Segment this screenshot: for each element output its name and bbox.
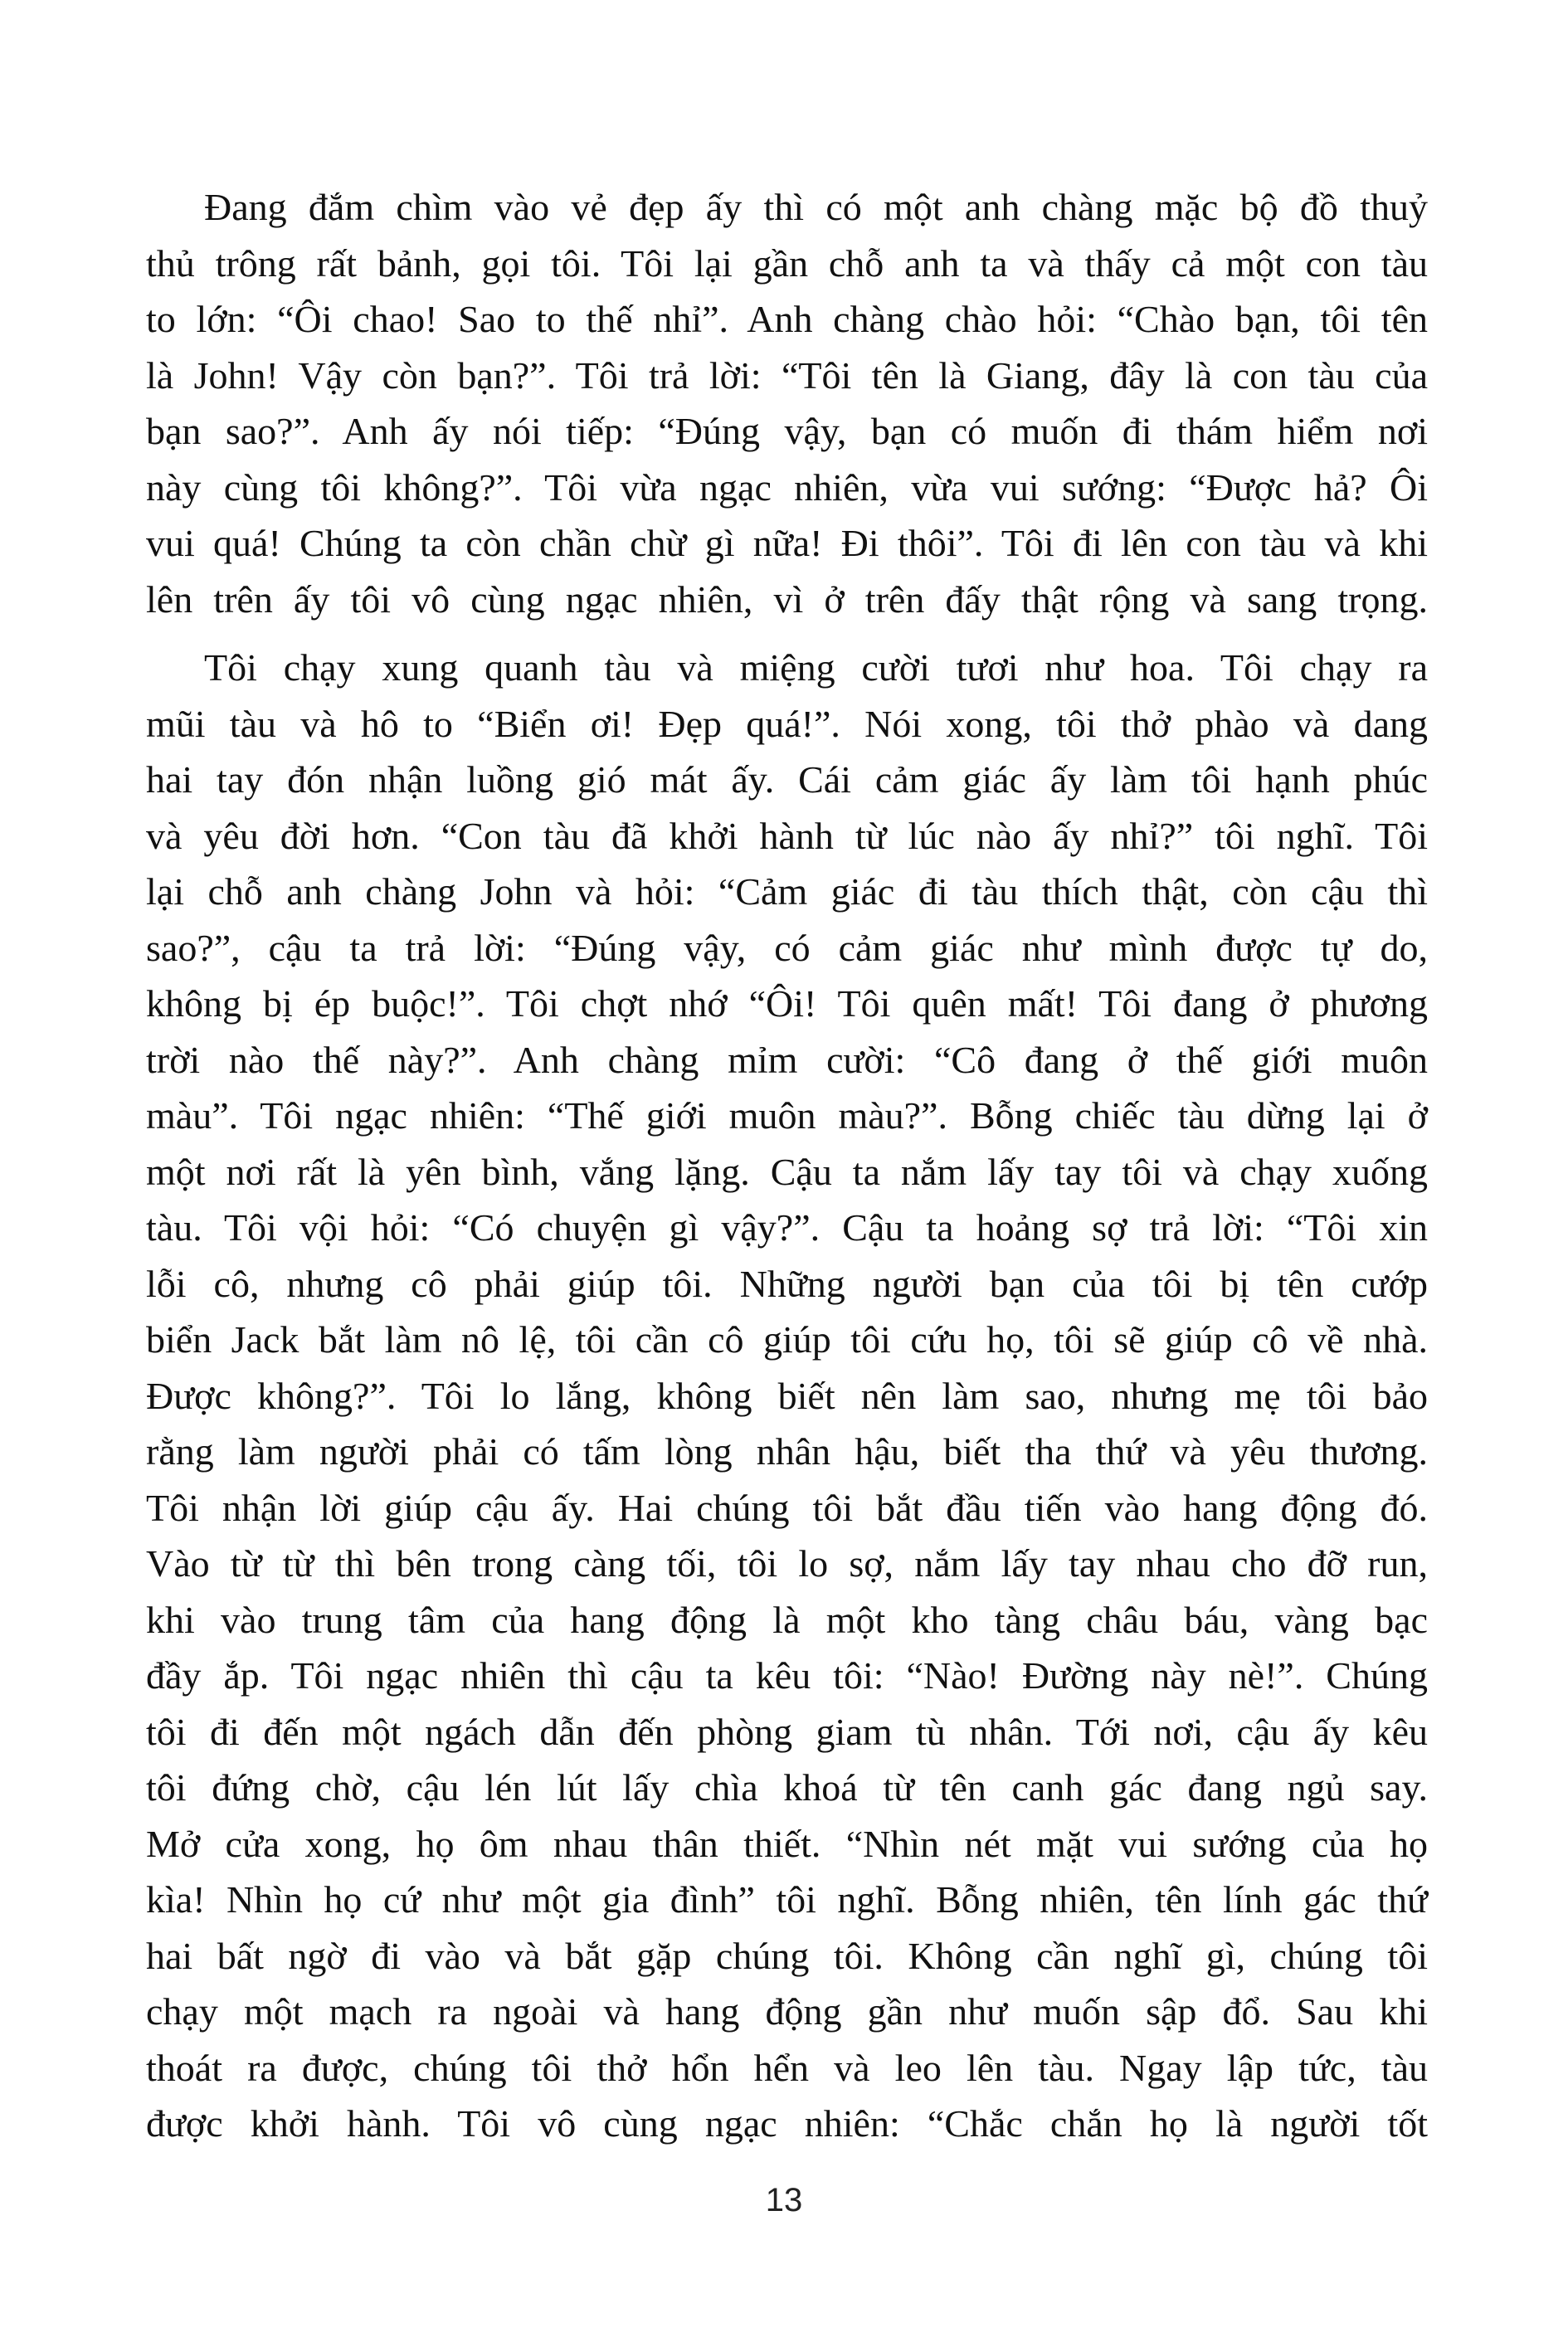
text-line: lên trên ấy tôi vô cùng ngạc nhiên, vì ở trên đấy thật rộng và sang trọng. <box>146 577 1428 621</box>
text-line: trời nào thế này?”. Anh chàng mỉm cười: “Cô đang ở thế giới muôn <box>146 1038 1428 1081</box>
text-line: rằng làm người phải có tấm lòng nhân hậu, biết tha thứ và yêu thương. <box>146 1430 1428 1473</box>
text-line: Vào từ từ thì bên trong càng tối, tôi lo sợ, nắm lấy tay nhau cho đỡ run, <box>146 1542 1428 1585</box>
text-line: tôi đứng chờ, cậu lén lút lấy chìa khoá từ tên canh gác đang ngủ say. <box>146 1766 1428 1809</box>
text-line: Tôi chạy xung quanh tàu và miệng cười tươi như hoa. Tôi chạy ra <box>204 646 1428 689</box>
text-line: sao?”, cậu ta trả lời: “Đúng vậy, có cảm giác như mình được tự do, <box>146 926 1428 969</box>
text-line: không bị ép buộc!”. Tôi chợt nhớ “Ôi! Tôi quên mất! Tôi đang ở phương <box>146 982 1428 1025</box>
text-line: đầy ắp. Tôi ngạc nhiên thì cậu ta kêu tôi: “Nào! Đường này nè!”. Chúng <box>146 1654 1428 1697</box>
text-line: Đang đắm chìm vào vẻ đẹp ấy thì có một anh chàng mặc bộ đồ thuỷ <box>204 186 1428 228</box>
text-line: tàu. Tôi vội hỏi: “Có chuyện gì vậy?”. Cậu ta hoảng sợ trả lời: “Tôi xin <box>146 1206 1428 1249</box>
page-number: 13 <box>765 2182 803 2218</box>
text-line: Tôi nhận lời giúp cậu ấy. Hai chúng tôi bắt đầu tiến vào hang động đó. <box>146 1486 1428 1529</box>
text-line: Được không?”. Tôi lo lắng, không biết nên làm sao, nhưng mẹ tôi bảo <box>146 1374 1428 1417</box>
text-line: này cùng tôi không?”. Tôi vừa ngạc nhiên, vừa vui sướng: “Được hả? Ôi <box>146 465 1428 509</box>
text-line: thoát ra được, chúng tôi thở hổn hển và leo lên tàu. Ngay lập tức, tàu <box>146 2046 1428 2089</box>
text-line: hai tay đón nhận luồng gió mát ấy. Cái cảm giác ấy làm tôi hạnh phúc <box>146 758 1428 801</box>
text-line: biển Jack bắt làm nô lệ, tôi cần cô giúp tôi cứu họ, tôi sẽ giúp cô về nhà. <box>146 1318 1428 1361</box>
text-line: bạn sao?”. Anh ấy nói tiếp: “Đúng vậy, bạn có muốn đi thám hiểm nơi <box>146 410 1428 452</box>
text-line: một nơi rất là yên bình, vắng lặng. Cậu ta nắm lấy tay tôi và chạy xuống <box>146 1150 1428 1193</box>
paragraph-2 <box>146 640 1428 2152</box>
text-line: mũi tàu và hô to “Biển ơi! Đẹp quá!”. Nói xong, tôi thở phào và dang <box>146 702 1428 745</box>
text-line: vui quá! Chúng ta còn chần chừ gì nữa! Đi thôi”. Tôi đi lên con tàu và khi <box>146 522 1428 564</box>
text-line: lỗi cô, nhưng cô phải giúp tôi. Những người bạn của tôi bị tên cướp <box>146 1262 1428 1305</box>
paragraph-1 <box>146 179 1428 627</box>
text-line: màu”. Tôi ngạc nhiên: “Thế giới muôn màu?”. Bỗng chiếc tàu dừng lại ở <box>146 1094 1428 1137</box>
text-line: thủ trông rất bảnh, gọi tôi. Tôi lại gần chỗ anh ta và thấy cả một con tàu <box>146 241 1428 285</box>
text-line: tôi đi đến một ngách dẫn đến phòng giam tù nhân. Tới nơi, cậu ấy kêu <box>146 1710 1428 1753</box>
text-line: Mở cửa xong, họ ôm nhau thân thiết. “Nhìn nét mặt vui sướng của họ <box>146 1822 1428 1865</box>
text-line: hai bất ngờ đi vào và bắt gặp chúng tôi. Không cần nghĩ gì, chúng tôi <box>146 1934 1428 1977</box>
text-line: là John! Vậy còn bạn?”. Tôi trả lời: “Tôi tên là Giang, đây là con tàu của <box>146 353 1428 397</box>
text-line: kìa! Nhìn họ cứ như một gia đình” tôi nghĩ. Bỗng nhiên, tên lính gác thứ <box>146 1878 1428 1921</box>
text-line: to lớn: “Ôi chao! Sao to thế nhỉ”. Anh chàng chào hỏi: “Chào bạn, tôi tên <box>146 298 1428 340</box>
text-line: lại chỗ anh chàng John và hỏi: “Cảm giác đi tàu thích thật, còn cậu thì <box>146 870 1428 913</box>
text-line: và yêu đời hơn. “Con tàu đã khởi hành từ lúc nào ấy nhỉ?” tôi nghĩ. Tôi <box>146 814 1428 857</box>
text-line: chạy một mạch ra ngoài và hang động gần như muốn sập đổ. Sau khi <box>146 1990 1428 2033</box>
text-line: khi vào trung tâm của hang động là một kho tàng châu báu, vàng bạc <box>146 1598 1428 1641</box>
text-line: được khởi hành. Tôi vô cùng ngạc nhiên: “Chắc chắn họ là người tốt <box>146 2102 1428 2145</box>
